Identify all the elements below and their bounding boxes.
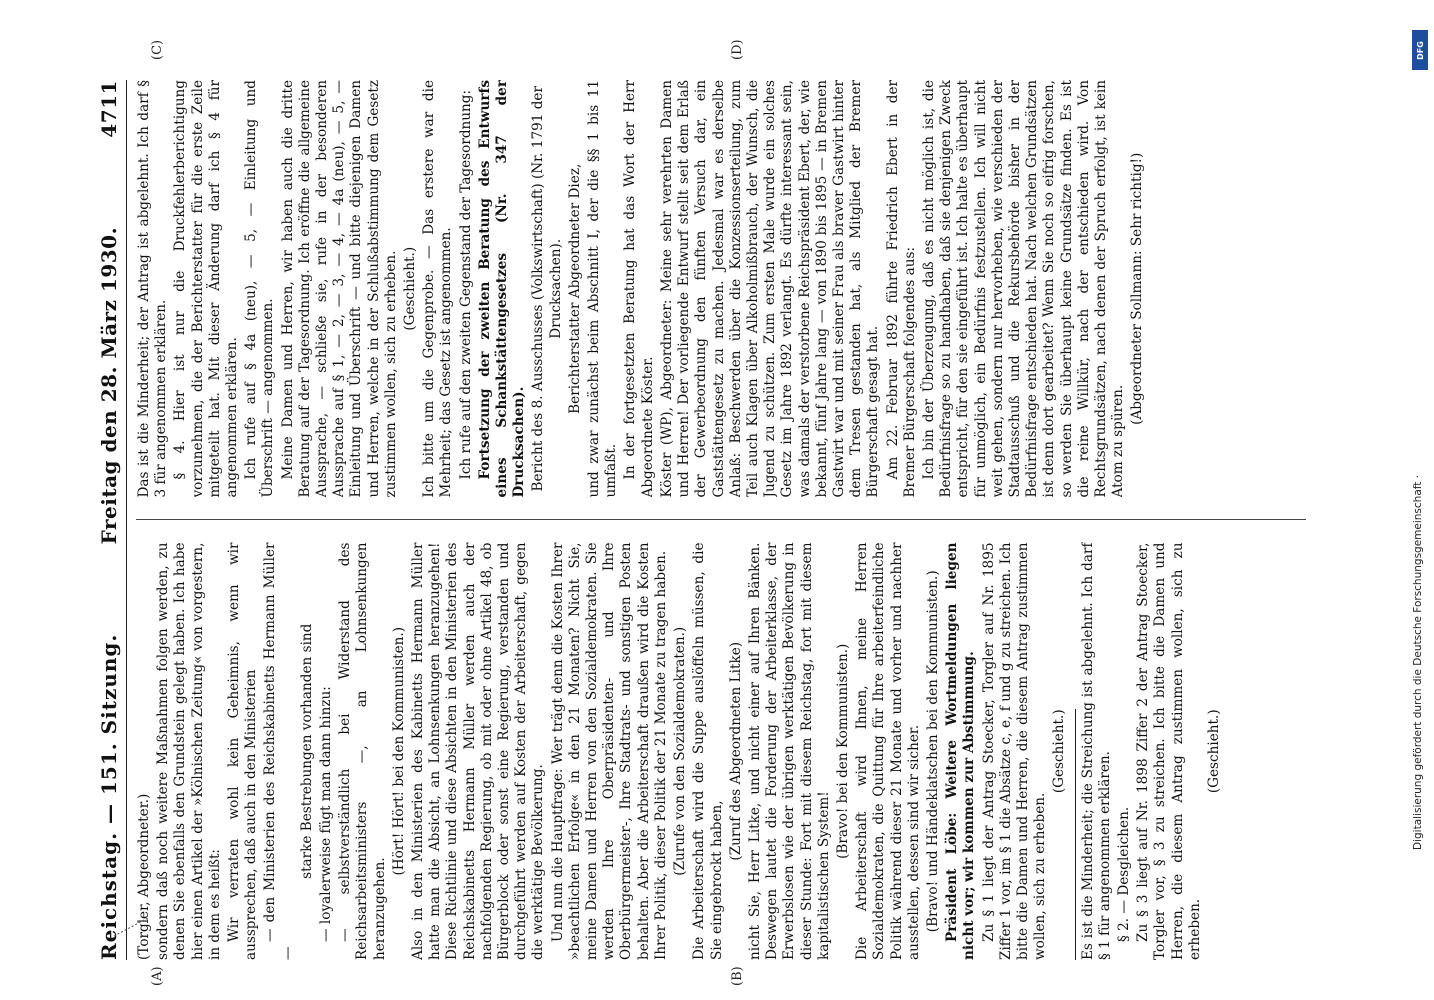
paragraph: Ich bitte um die Gegenprobe. — Das erstere war die Mehrheit; das Gesetz ist angenommen. bbox=[421, 80, 455, 498]
column-left bbox=[136, 543, 1306, 961]
paragraph: Die Arbeiterschaft wird die Suppe auslöffeln müssen, die Sie eingebrockt haben, bbox=[691, 542, 725, 960]
paragraph: — selbstverständlich bei Widerstand des Reichsarbeitsministers —, an Lohnsenkungen heranzugehen. bbox=[337, 542, 388, 960]
dfg-logo: DFG bbox=[1412, 30, 1428, 70]
paragraph: Ich rufe auf § 4a (neu), — 5, — Einleitung und Überschrift — angenommen. bbox=[243, 80, 277, 498]
interjection: (Bravo! bei den Kommunisten.) bbox=[834, 643, 851, 859]
interjection: (Geschieht.) bbox=[402, 246, 419, 331]
agenda-rapporteur: Berichterstatter Abgeordneter Diez, bbox=[566, 163, 583, 414]
paragraph: Die Arbeiterschaft wird Ihnen, meine Herren Sozialdemokraten, die Quittung für Ihre arbeiterfeindliche Politik während dieser 21 Monate und vorher und nachher ausstellen, dessen sind wir sicher. bbox=[854, 542, 922, 960]
interjection: (Abgeordneter Sollmann: Sehr richtig!) bbox=[1129, 152, 1146, 425]
digitization-note bbox=[1412, 30, 1428, 990]
column-right bbox=[136, 80, 1306, 498]
paragraph: Das ist die Minderheit; der Antrag ist abgelehnt. Ich darf § 3 für angenommen erklären. bbox=[136, 80, 170, 498]
page-header bbox=[92, 80, 127, 960]
margin-marker-c: (C) bbox=[150, 39, 165, 60]
paragraph: § 2. — Desgleichen. bbox=[1115, 806, 1132, 942]
interjection: (Geschieht.) bbox=[1051, 709, 1068, 794]
paragraph: — loyalerweise fügt man dann hinzu: bbox=[318, 686, 335, 942]
quote: Ich bin der Überzeugung, daß es nicht möglich ist, die Bedürfnisfrage so zu handhaben, daß sie denjenigen Zweck entspricht, für den sie eingeführt ist. Ich halte es überhaupt für unmöglich, ein Bedürfnis festzustellen. Ich will nicht weit gehen, sondern nur hervorheben, wie verschieden der Stadtausschuß und die Rekursbehörde bisher in der Bedürfnisfrage entschieden hat. Nach welchen Grundsätzen ist denn dort gearbeitet? Wenn Sie noch so eifrig forschen, so werden Sie überhaupt keine Grundsätze finden. Es ist die reine Willkür, nach der entschieden wird. Von Rechtsgrundsätzen, nach denen der Spruch erfolgt, ist kein Atom zu spüren. bbox=[920, 80, 1127, 498]
paragraph: nicht Sie, Herr Litke, und nicht einer auf Ihren Bänken. Deswegen lautet die Forderung der Arbeiterklasse, der Erwerbslosen wie der übrigen werktätigen Bevölkerung in dieser Stunde: Fort mit diesem Reichstag, fort mit diesem kapitalistischen System! bbox=[746, 542, 832, 960]
paragraph: (Torgler, Abgeordneter.) bbox=[136, 793, 152, 960]
digitization-text: Digitalisierung gefördert durch die Deutsche Forschungsgemeinschaft · bbox=[1412, 474, 1424, 850]
paragraph: Am 22. Februar 1892 führte Friedrich Ebert in der Bremer Bürgerschaft folgendes aus: bbox=[884, 80, 918, 498]
paragraph: § 4. Hier ist nur die Druckfehlerberichtigung vorzunehmen, die der Berichterstatter für die erste Zeile mitgeteilt hat. Mit dieser Änderung darf ich § 4 für angenommen erklären. bbox=[172, 80, 241, 498]
divider-rule bbox=[1075, 710, 1076, 961]
interjection: (Geschieht.) bbox=[1205, 709, 1222, 794]
paragraph: starke Bestrebungen vorhanden sind bbox=[298, 623, 315, 879]
paragraph: Zu § 1 liegt der Antrag Stoecker, Torgler auf Nr. 1895 Ziffer 1 vor, im § 1 die Absätze c, e, f und g zu streichen. Ich bitte die Damen und Herren, die diesem Antrag zustimmen wollen, sich zu erheben. bbox=[980, 542, 1049, 960]
text-columns bbox=[136, 80, 1306, 960]
margin-marker-d: (D) bbox=[730, 39, 745, 60]
paragraph: Es ist die Minderheit; die Streichung ist abgelehnt. Ich darf § 1 für angenommen erklären. bbox=[1079, 542, 1113, 960]
interjection: (Zuruf des Abgeordneten Litke) bbox=[727, 641, 744, 861]
paragraph: Meine Damen und Herren, wir haben auch die dritte Beratung auf der Tagesordnung. Ich eröffne die allgemeine Aussprache, — schließe sie, rufe in der besonderen Aussprache auf § 1, — 2, — 3, — 4, — 4a (neu), — 5, — Einleitung und Überschrift — und bitte diejenigen Damen und Herren, welche in der Schlußabstimmung dem Gesetz zustimmen wollen, sich zu erheben. bbox=[279, 80, 399, 498]
paragraph: und zwar zunächst beim Abschnitt I, der die §§ 1 bis 11 umfaßt. bbox=[586, 80, 620, 498]
page-number: 4711 bbox=[97, 80, 121, 138]
paragraph: Also in den Ministerien des Kabinetts Hermann Müller hatte man die Absicht, an Lohnsenkungen heranzugehen! Diese Richtlinie und diese Absichten in den Ministerien des Reichskabinetts Hermann Müller werden auch der nachfolgenden Regierung, ob mit oder ohne Artikel 48, ob Bürgerblock oder sonst eine Regierung, verstanden und durchgeführt werden auf Kosten der Arbeiterschaft, gegen die werktätige Bevölkerung. bbox=[410, 542, 547, 960]
speaker-paragraph: Präsident Löbe: Weitere Wortmeldungen liegen nicht vor; wir kommen zur Abstimmung. bbox=[944, 542, 978, 960]
header-date: Freitag den 28. März 1930. bbox=[97, 226, 121, 545]
interjection: (Zurufe von den Sozialdemokraten.) bbox=[672, 626, 689, 876]
paragraph: — den Ministerien des Reichskabinetts Hermann Müller — bbox=[262, 542, 296, 960]
pencil-mark-icon bbox=[112, 916, 150, 938]
paragraph: Ich rufe auf den zweiten Gegenstand der Tagesordnung: bbox=[457, 89, 474, 480]
agenda-item: Fortsetzung der zweiten Beratung des Entwurfs eines Schankstättengesetzes (Nr. 347 der Drucksachen). bbox=[476, 80, 528, 498]
paragraph: Zu § 3 liegt auf Nr. 1898 Ziffer 2 der Antrag Stoecker, Torgler vor, § 3 zu streichen. Ich bitte die Damen und Herren, die diesem Antrag zustimmen wollen, sich zu erheben. bbox=[1135, 542, 1203, 960]
paragraph: Und nun die Hauptfrage: Wer trägt denn die Kosten Ihrer »beachtlichen Erfolge« in den 21 Monaten? Nicht Sie, meine Damen und Herren von den Sozialdemokraten. Sie werden Ihre Oberpräsidenten- und Ihre Oberbürgermeister-, Ihre Stadtrats- und sonstigen Posten behalten. Aber die Arbeiterschaft draußen wird die Kosten Ihrer Politik, dieser Politik der 21 Monate zu tragen haben. bbox=[549, 542, 669, 960]
margin-marker-b: (B) bbox=[730, 966, 745, 986]
column-divider bbox=[136, 520, 1306, 521]
paragraph: sondern daß noch weitere Maßnahmen folgen werden, zu denen Sie ebenfalls den Grundstein gelegt haben. Ich habe hier einen Artikel der »Kölnischen Zeitung« von vorgestern, in dem es heißt: bbox=[155, 542, 223, 960]
agenda-report: Bericht des 8. Ausschusses (Volkswirtschaft) (Nr. 1791 der Drucksachen). bbox=[530, 86, 564, 492]
speaker-paragraph: Köster (WP), Abgeordneter: Meine sehr verehrten Damen und Herren! Der vorliegende Entwurf stellt seit dem Erlaß der Gewerbeordnung den fünften Versuch dar, ein Gaststättengesetz zu machen. Jedesmal war es derselbe Anlaß: Beschwerden über die Konzessionserteilung, zum Teil auch Klagen über Alkoholmißbrauch, der Wunsch, die Jugend zu schützen. Zum ersten Male wurde ein solches Gesetz im Jahre 1892 verlangt. Es dürfte interessant sein, was damals der verstorbene Reichspräsident Ebert, der, wie bekannt, fünf Jahre lang — von 1890 bis 1895 — in Bremen Gastwirt war und mit seiner Frau als braver Gastwirt hinter dem Tresen gestanden hat, als Mitglied der Bremer Bürgerschaft gesagt hat. bbox=[658, 80, 882, 498]
quote: Wir verraten wohl kein Geheimnis, wenn wir aussprechen, daß auch in den Ministerien bbox=[226, 542, 260, 960]
paragraph: In der fortgesetzten Beratung hat das Wort der Herr Abgeordnete Köster. bbox=[622, 80, 656, 498]
header-session: Reichstag. — 151. Sitzung. bbox=[97, 633, 121, 960]
interjection: (Hört! Hört! bei den Kommunisten.) bbox=[390, 626, 407, 876]
margin-marker-a: (A) bbox=[150, 966, 165, 986]
interjection: (Bravo! und Händeklatschen bei den Kommunisten.) bbox=[924, 570, 941, 933]
